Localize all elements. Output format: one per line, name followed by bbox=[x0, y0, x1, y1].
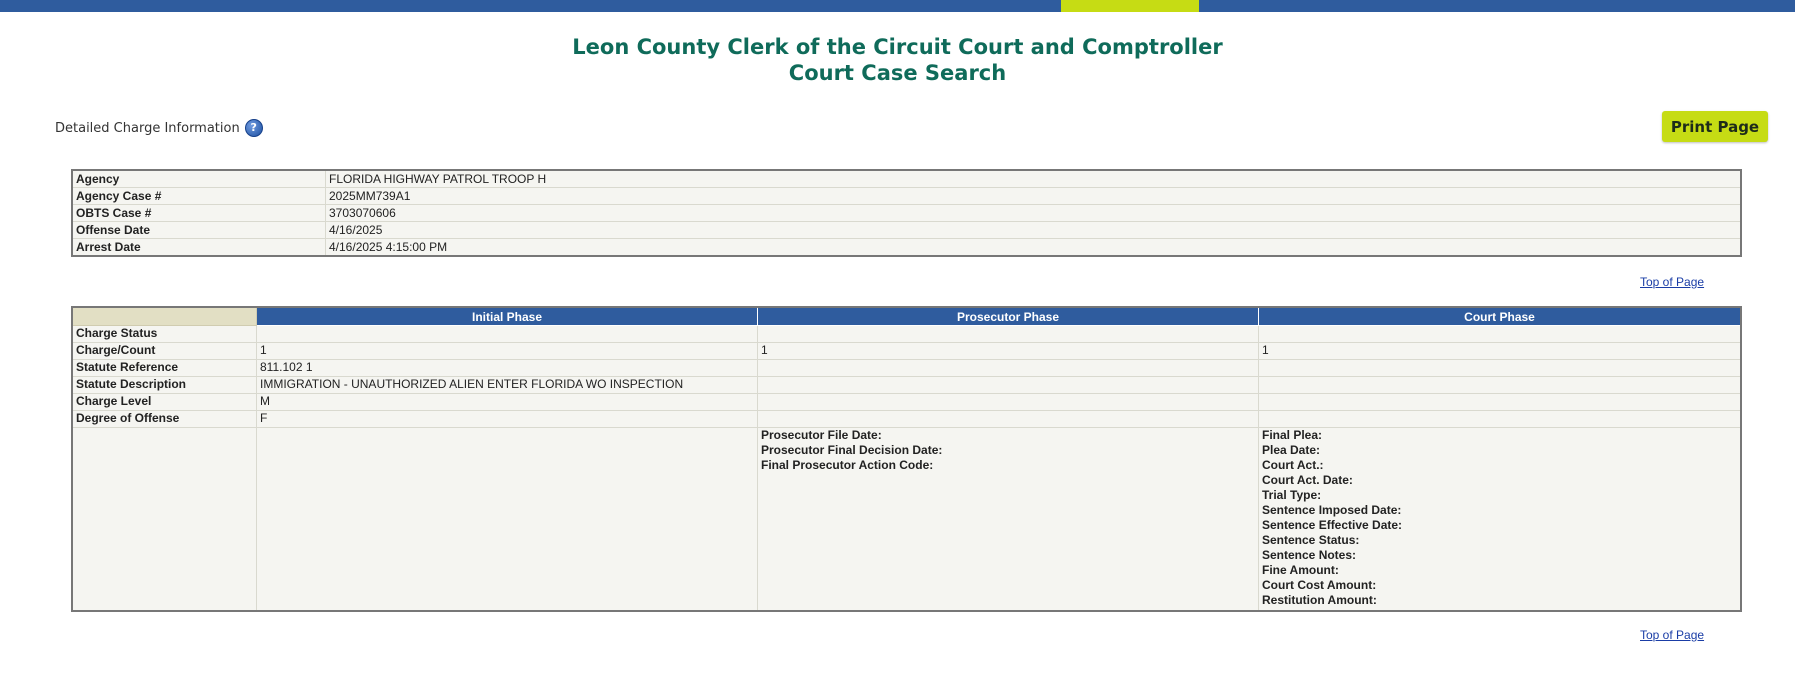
top-banner-accent bbox=[1061, 0, 1199, 12]
agency-info-table bbox=[71, 169, 1742, 257]
agency-info-label: Offense Date bbox=[72, 222, 326, 239]
charge-cell-label: Charge/Count bbox=[72, 343, 257, 360]
prosecutor-field-label: Prosecutor Final Decision Date: bbox=[761, 443, 943, 457]
prosecutor-field-label: Prosecutor File Date: bbox=[761, 428, 882, 442]
agency-info-row bbox=[72, 205, 1741, 222]
charge-cell-prosecutor bbox=[758, 411, 1259, 428]
top-banner bbox=[0, 0, 1795, 12]
charge-cell-court bbox=[1259, 360, 1742, 377]
charge-cell-prosecutor bbox=[758, 360, 1259, 377]
header-court-phase: Court Phase bbox=[1259, 307, 1742, 326]
charge-cell-initial: F bbox=[257, 411, 758, 428]
charge-table bbox=[71, 306, 1742, 612]
agency-info-label: Agency bbox=[72, 170, 326, 188]
agency-info-row bbox=[72, 188, 1741, 205]
header-prosecutor-phase: Prosecutor Phase bbox=[758, 307, 1259, 326]
details-blank-initial bbox=[257, 428, 758, 612]
agency-info-value: FLORIDA HIGHWAY PATROL TROOP H bbox=[326, 170, 1742, 188]
charge-row bbox=[72, 326, 1741, 343]
charge-cell-court bbox=[1259, 326, 1742, 343]
header-corner bbox=[72, 307, 257, 326]
print-page-button[interactable]: Print Page bbox=[1662, 111, 1768, 142]
charge-cell-prosecutor: 1 bbox=[758, 343, 1259, 360]
court-field-label: Trial Type: bbox=[1262, 488, 1322, 502]
charge-cell-court bbox=[1259, 377, 1742, 394]
court-field-label: Restitution Amount: bbox=[1262, 593, 1377, 607]
court-field-label: Court Act.: bbox=[1262, 458, 1324, 472]
charge-row bbox=[72, 394, 1741, 411]
agency-info-row bbox=[72, 239, 1741, 257]
charge-details-row bbox=[72, 428, 1741, 612]
title-line-1: Leon County Clerk of the Circuit Court and Comptroller bbox=[572, 35, 1223, 59]
agency-info-label: OBTS Case # bbox=[72, 205, 326, 222]
page-title bbox=[0, 34, 1795, 86]
title-line-2: Court Case Search bbox=[788, 61, 1007, 85]
charge-cell-initial bbox=[257, 326, 758, 343]
charge-cell-label: Charge Level bbox=[72, 394, 257, 411]
charge-cell-label: Statute Reference bbox=[72, 360, 257, 377]
agency-info-value: 3703070606 bbox=[326, 205, 1742, 222]
prosecutor-field-label: Final Prosecutor Action Code: bbox=[761, 458, 934, 472]
charge-row bbox=[72, 343, 1741, 360]
charge-cell-initial: IMMIGRATION - UNAUTHORIZED ALIEN ENTER FLORIDA WO INSPECTION bbox=[257, 377, 758, 394]
charge-cell-initial: 1 bbox=[257, 343, 758, 360]
agency-info-value: 4/16/2025 bbox=[326, 222, 1742, 239]
court-field-label: Sentence Status: bbox=[1262, 533, 1360, 547]
court-field-label: Court Act. Date: bbox=[1262, 473, 1353, 487]
charge-cell-prosecutor bbox=[758, 326, 1259, 343]
top-of-page-link[interactable]: Top of Page bbox=[1640, 275, 1705, 289]
section-heading bbox=[55, 119, 263, 137]
agency-info-row bbox=[72, 222, 1741, 239]
charge-cell-label: Statute Description bbox=[72, 377, 257, 394]
charge-row bbox=[72, 411, 1741, 428]
court-fields bbox=[1259, 428, 1742, 612]
charge-cell-initial: M bbox=[257, 394, 758, 411]
agency-info-value: 4/16/2025 4:15:00 PM bbox=[326, 239, 1742, 257]
court-field-label: Plea Date: bbox=[1262, 443, 1321, 457]
charge-cell-prosecutor bbox=[758, 394, 1259, 411]
charge-cell-initial: 811.102 1 bbox=[257, 360, 758, 377]
charge-row bbox=[72, 377, 1741, 394]
section-heading-text: Detailed Charge Information bbox=[55, 120, 240, 136]
charge-table-header bbox=[72, 307, 1741, 326]
charge-cell-court bbox=[1259, 394, 1742, 411]
details-blank-label bbox=[72, 428, 257, 612]
prosecutor-fields bbox=[758, 428, 1259, 612]
agency-info-label: Agency Case # bbox=[72, 188, 326, 205]
header-initial-phase: Initial Phase bbox=[257, 307, 758, 326]
charge-cell-court: 1 bbox=[1259, 343, 1742, 360]
agency-info-row bbox=[72, 170, 1741, 188]
help-icon[interactable]: ? bbox=[245, 119, 263, 137]
agency-info-label: Arrest Date bbox=[72, 239, 326, 257]
court-field-label: Fine Amount: bbox=[1262, 563, 1339, 577]
charge-cell-court bbox=[1259, 411, 1742, 428]
charge-cell-prosecutor bbox=[758, 377, 1259, 394]
court-field-label: Sentence Imposed Date: bbox=[1262, 503, 1402, 517]
charge-row bbox=[72, 360, 1741, 377]
charge-cell-label: Degree of Offense bbox=[72, 411, 257, 428]
court-field-label: Sentence Effective Date: bbox=[1262, 518, 1403, 532]
charge-cell-label: Charge Status bbox=[72, 326, 257, 343]
court-field-label: Sentence Notes: bbox=[1262, 548, 1357, 562]
court-field-label: Final Plea: bbox=[1262, 428, 1323, 442]
court-field-label: Court Cost Amount: bbox=[1262, 578, 1377, 592]
top-of-page-link-bottom[interactable]: Top of Page bbox=[1640, 628, 1705, 642]
agency-info-value: 2025MM739A1 bbox=[326, 188, 1742, 205]
